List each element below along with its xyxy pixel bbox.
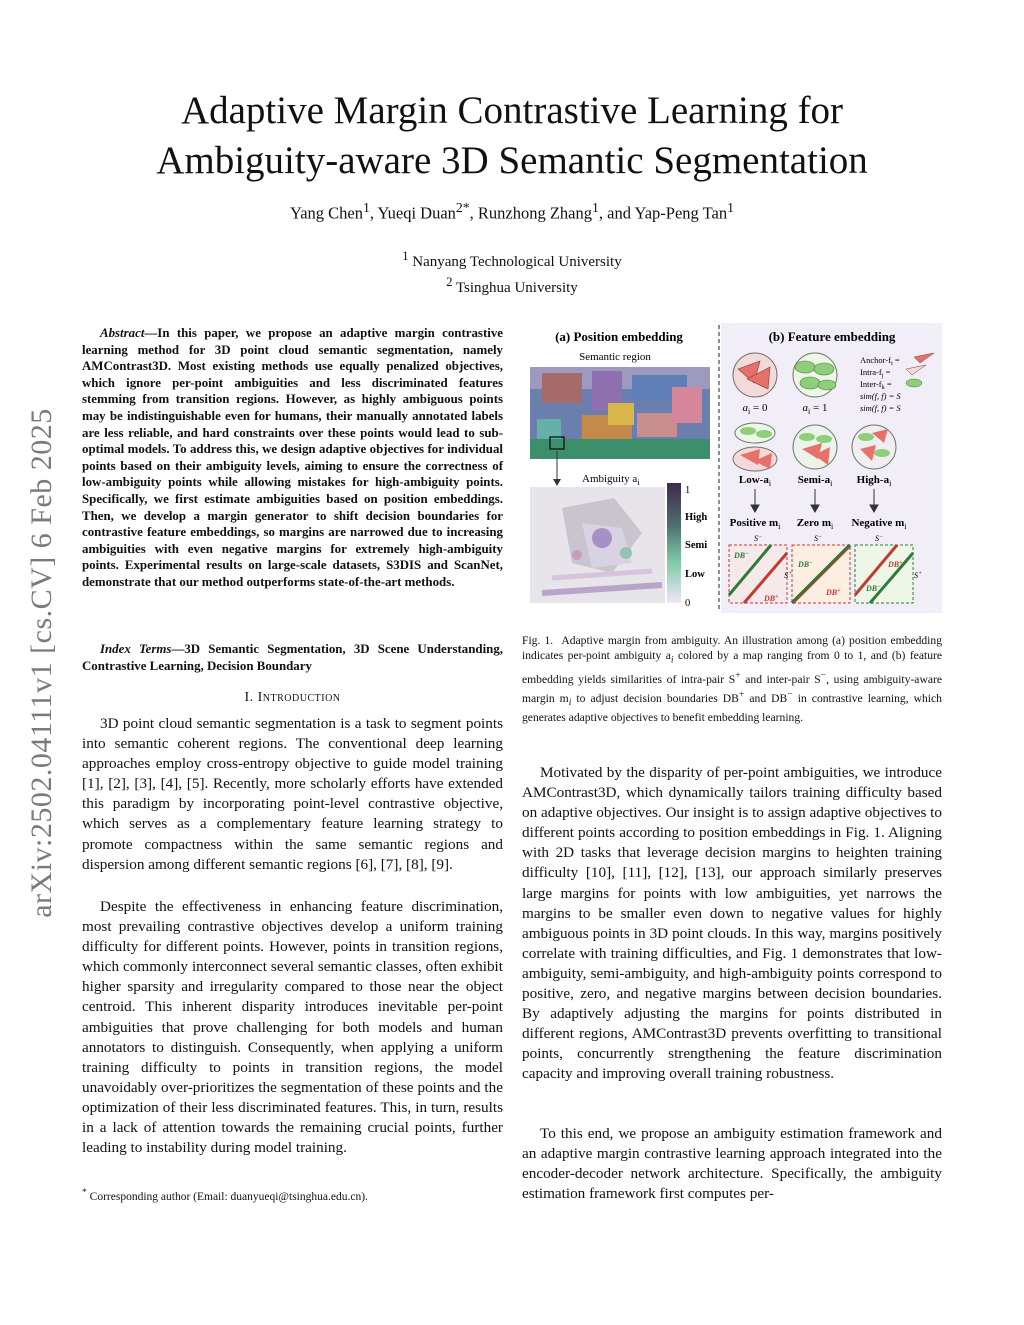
paragraph-text: Despite the effectiveness in enhancing feature discrimination, most prevailing contrastive objectives develop a uniform training difficulty for different points. However, points in transition regions, which commonly interconnect several semantic classes, often exhibit higher sparsity and irregularity compared to those near the object centroid. This inherent disparity introduces inevitable per-point ambiguities that prove challenging for both models and human annotators to distinguish. Consequently, when applying a uniform training difficulty to points in transition regions, the model unavoidably over-prioritizes the segmentation of these points and the optimization of their less discriminated features. This, in turn, results in a lack of attention towards the remaining crucial points, further leading to instability during model training. <box>82 898 503 1157</box>
author-sup: 1 <box>592 200 599 215</box>
paper-title <box>0 86 1024 186</box>
svg-text:DB+: DB+ <box>888 560 903 569</box>
semantic-region-image <box>530 367 710 459</box>
affiliation-name: Tsinghua University <box>455 280 578 296</box>
mixed-cluster-semi <box>793 425 837 469</box>
svg-text:Intra-fj =: Intra-$f_j$ = <box>860 367 891 379</box>
affiliations <box>0 246 1024 298</box>
svg-text:S+: S+ <box>914 571 923 580</box>
mixed-cluster-high <box>852 425 896 469</box>
paragraph-text: 3D point cloud semantic segmentation is a task to segment points into semantic coherent regions. The conventional deep learning approaches employ cross-entropy objective to guide model training [1], [2], [3], [4], [5]. Recently, more scholarly efforts have extended this paradigm by incorporating point-level contrastive objective, which serves as a complementary feature learning strategy to promote compactness within the same semantic regions and dispersion among different semantic regions [6], [7], [8], [9]. <box>82 715 503 873</box>
section-title: Introduction <box>257 690 341 705</box>
semantic-region-label: Semantic region <box>579 351 651 363</box>
abstract-label: Abstract <box>100 326 145 340</box>
right-paragraph-2 <box>522 1124 942 1204</box>
author-separator: , <box>369 203 378 223</box>
affiliation-item <box>0 272 1024 298</box>
svg-text:DB−: DB− <box>734 551 749 560</box>
affiliation-sup: 1 <box>402 249 409 263</box>
author-name: Yueqi Duan <box>377 203 456 223</box>
panel-b-title: (b) Feature embedding <box>768 329 896 344</box>
svg-text:DB−: DB− <box>866 584 881 593</box>
author-name: Runzhong Zhang <box>477 203 592 223</box>
svg-text:S−: S− <box>753 534 763 543</box>
a-zero-label: $a_i = 0$ <box>742 402 768 416</box>
figure-1 <box>522 323 942 613</box>
intro-paragraph-1 <box>82 714 503 875</box>
svg-text:S−: S− <box>813 534 823 543</box>
figure-caption: Fig. 1. Adaptive margin from ambiguity. An illustration among (a) position embedding indicates per-point ambiguity $a_i$ colored by a map ranging from 0 to 1, and (b) feature embedding yields similarities of intra-pair S+ and inter-pair S−, using ambiguity-aware margin $m_i$ to adjust decision boundaries DB+ and DB− in contrastive learning, which generates adaptive objectives to benefit embedding learning. <box>522 634 942 725</box>
margin-zero: Zero $m_i$ <box>796 517 834 531</box>
intro-paragraph-2 <box>82 897 503 1158</box>
author-list <box>0 200 1024 224</box>
cluster-green <box>793 353 837 397</box>
level-high: High-$a_i$ <box>856 474 892 488</box>
footnote-mark: * <box>82 1187 87 1198</box>
title-line-1: Adaptive Margin Contrastive Learning for <box>180 89 844 132</box>
index-terms-label: Index Terms <box>100 642 172 656</box>
author-sup: 1 <box>363 200 370 215</box>
colorbar <box>667 483 681 603</box>
abstract-text: —In this paper, we propose an adaptive margin contrastive learning method for 3D point cloud semantic segmentation, namely AMContrast3D. Most existing methods use equally penalized objectives, which ignore per-point ambiguities and less discriminated features stemming from transition regions. However, as highly ambiguous points may be indistinguishable even for humans, their manually annotated labels are less reliable, and hard constraints over these points would lead to sub-optimal models. To address this, we design adaptive objectives for individual points based on their ambiguity levels, aiming to ensure the correctness of low-ambiguity points while allowing mistakes for high-ambiguity points. Specifically, we first estimate ambiguities based on position embeddings. Then, we develop a margin generator to shift decision boundaries for contrastive feature embeddings, so margins are narrowed due to increasing ambiguities with even negative margins for extremely high-ambiguity points. Experimental results on large-scale datasets, S3DIS and ScanNet, demonstrate that our method outperforms state-of-the-art methods. <box>82 326 503 589</box>
index-terms-text: —3D Semantic Segmentation, 3D Scene Understanding, Contrastive Learning, Decision Boundary <box>82 642 503 673</box>
section-number: I. <box>244 690 254 705</box>
level-semi: Semi-$a_i$ <box>797 474 833 488</box>
paragraph-text: To this end, we propose an ambiguity estimation framework and an adaptive margin contrastive learning approach integrated into the encoder-decoder network architecture. Specifically, the ambiguity estimation framework first computes per- <box>522 1125 942 1203</box>
footnote <box>82 1187 503 1203</box>
level-low: Low-$a_i$ <box>738 474 772 488</box>
svg-text:S−: S− <box>874 534 884 543</box>
section-heading <box>82 690 503 706</box>
paragraph-text: Motivated by the disparity of per-point ambiguities, we introduce AMContrast3D, which dynamically tailors training difficulty based on adaptive objectives. Our insight is to assign adaptive objectives to different points according to position embeddings in Fig. 1. Aligning with 2D tasks that leverage decision margins to heighten training difficulty [10], [11], [12], [13], our approach similarly preserves large margins for points with low ambiguities, yet narrows the margins to be smaller even down to negative values for highly ambiguous points in 3D point clouds. In this way, margins positively correlate with training difficulties, and Fig. 1 demonstrates that low-ambiguity, semi-ambiguity, and high-ambiguity points correspond to positive, zero, and negative margins between decision boundaries. By adaptively adjusting the margins for points distributed in different regions, AMContrast3D prevents overfitting to transitional points, concurrently strengthening the feature discrimination capacity and improving overall training robustness. <box>522 764 942 1083</box>
affiliation-item <box>0 246 1024 272</box>
svg-text:DB+: DB+ <box>764 594 779 603</box>
colorbar-tick: High <box>685 512 708 523</box>
colorbar-tick: Low <box>685 569 705 580</box>
author-name: Yap-Peng Tan <box>634 203 728 223</box>
svg-text:S+: S+ <box>784 571 793 580</box>
figure-1-graphic <box>522 323 942 613</box>
caption-text: Adaptive margin from ambiguity. An illustration among (a) position embedding indicates per-point ambiguity a <box>522 634 942 663</box>
title-line-2: Ambiguity-aware 3D Semantic Segmentation <box>156 139 868 182</box>
svg-text:Inter-fk =: Inter-$f_k$ = <box>860 379 892 391</box>
author-name: Yang Chen <box>289 203 364 223</box>
index-terms <box>82 641 503 674</box>
margin-negative: Negative $m_i$ <box>851 517 907 531</box>
svg-text:Anchor-fi =: Anchor-$f_i$ = <box>860 355 900 367</box>
abstract <box>82 325 503 591</box>
cluster-pink <box>733 353 777 397</box>
colorbar-tick: 0 <box>685 598 691 609</box>
author-separator: , <box>469 203 478 223</box>
author-sup: 1 <box>727 200 735 215</box>
ambiguity-label: Ambiguity $a_i$ <box>582 473 640 487</box>
caption-label: Fig. 1. <box>522 634 554 647</box>
ambiguity-point-cloud <box>530 487 665 603</box>
author-sup: 2* <box>455 200 470 215</box>
affiliation-sup: 2 <box>446 275 453 289</box>
a-one-label: $a_i = 1$ <box>802 402 828 416</box>
arxiv-stamp <box>18 378 66 948</box>
svg-text:sim(f, f) = S: sim(f, f) = S <box>860 391 901 401</box>
author-separator: , and <box>598 203 635 223</box>
right-paragraph-1 <box>522 763 942 1085</box>
footnote-text: Corresponding author (Email: duanyueqi@tsinghua.edu.cn). <box>89 1190 368 1203</box>
svg-text:DB−: DB− <box>798 560 813 569</box>
svg-text:sim(f, f) = S: sim(f, f) = S <box>860 403 901 413</box>
margin-positive: Positive $m_i$ <box>729 517 781 531</box>
svg-text:DB+: DB+ <box>826 588 841 597</box>
affiliation-name: Nanyang Technological University <box>412 254 622 270</box>
colorbar-tick: Semi <box>685 540 708 551</box>
colorbar-tick: 1 <box>685 485 691 496</box>
panel-a-title: (a) Position embedding <box>555 329 683 344</box>
arxiv-id: arXiv:2502.04111v1 [cs.CV] 6 Feb 2025 <box>25 408 58 918</box>
